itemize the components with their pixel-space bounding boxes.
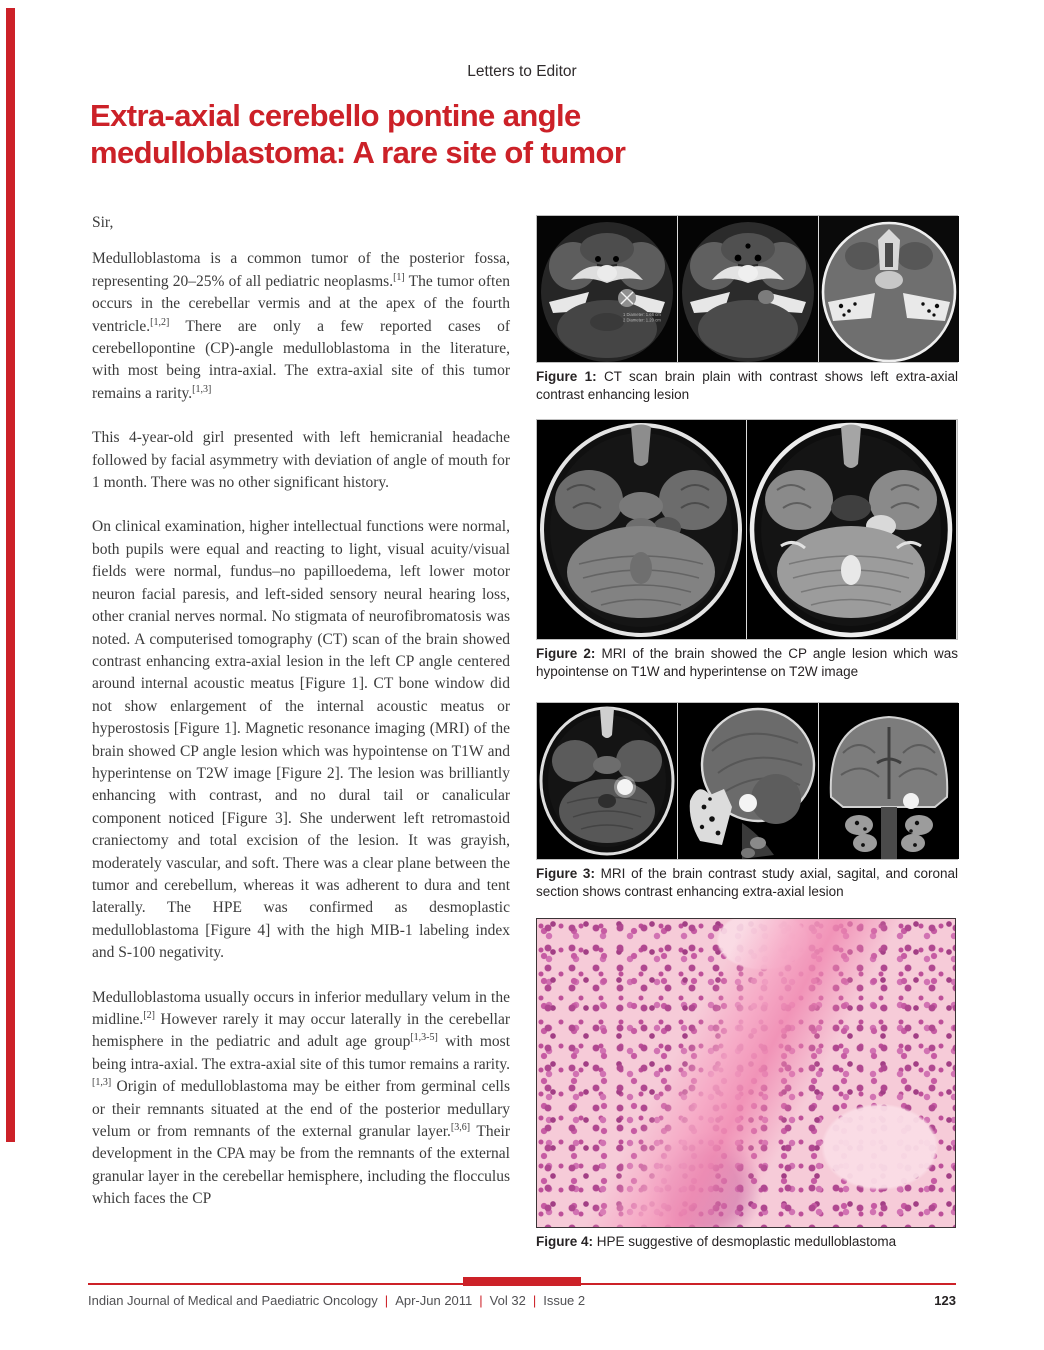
title-line-1: Extra-axial cerebello pontine angle (90, 98, 581, 133)
article-title (90, 97, 930, 171)
figure-4-image (536, 918, 956, 1228)
svg-text:2 Diameter: 1.20 cm: 2 Diameter: 1.20 cm (623, 317, 661, 323)
figure-4-caption (536, 1233, 958, 1251)
mri-contrast-sagittal-panel (678, 703, 818, 859)
mri-contrast-coronal-panel (819, 703, 959, 859)
page-number: 123 (934, 1293, 956, 1308)
ct-axial-contrast-panel (537, 216, 677, 362)
footer-separator: | (479, 1293, 483, 1308)
figure-3-label: Figure 3: (536, 866, 595, 881)
section-header: Letters to Editor (467, 63, 577, 80)
figure-3 (536, 702, 958, 901)
paragraph-4: Medulloblastoma usually occurs in inferior medullary velum in the midline.[2] However rarely it may occur laterally in the cerebellar hemisphere in the pediatric and adult age group[1,3-5] with most being intra-axial. The extra-axial site of this tumor remains a rarity.[1,3] Origin of medulloblastoma may be either from germinal cells or their remnants situated at the end of the posterior medullary velum or from remnants of the external granular layer.[3,6] Their development in the CPA may be from the remnants of the external granular layer in the cerebellar hemisphere, including the flocculus which faces the CP (92, 988, 511, 1208)
ct-bone-window-panel (819, 216, 959, 362)
paragraph-2: This 4-year-old girl presented with left hemicranial headache followed by facial asymmetry with deviation of angle of mouth for 1 month. There was no other significant history. (92, 429, 510, 492)
figure-2 (536, 419, 958, 681)
figure-4 (536, 918, 958, 1251)
article-body (92, 212, 510, 1233)
figure-4-label: Figure 4: (536, 1234, 594, 1249)
mri-t2-axial-panel (747, 420, 956, 639)
figure-3-caption-text: MRI of the brain contrast study axial, sagital, and coronal section shows contrast enhancing extra-axial lesion (536, 866, 958, 899)
footer (88, 1293, 956, 1308)
figure-4-caption-text: HPE suggestive of desmoplastic medulloblastoma (596, 1234, 897, 1249)
title-line-2: medulloblastoma: A rare site of tumor (90, 135, 626, 170)
issue-date: Apr-Jun 2011 (395, 1293, 473, 1308)
footer-rule (88, 1277, 956, 1286)
mri-t1-axial-panel (537, 420, 746, 639)
ct-axial-plain-panel (678, 216, 818, 362)
left-accent-bar (6, 8, 15, 1142)
figures-column (536, 215, 958, 1251)
salutation: Sir, (92, 214, 114, 231)
paragraph-3: On clinical examination, higher intellectual functions were normal, both pupils were equal and reacting to light, visual acuity/visual fields were normal, fundus–no papilloedema, left lower motor neuron facial paresis, and left-sided sensory neural hearing loss, other cranial nerves normal. No stigmata of neurofibromatosis was noted. A computerised tomography (CT) scan of the brain showed contrast enhancing extra-axial lesion in the left CP angle centered around internal acoustic meatus [Figure 1]. CT bone window did not show enlargement of the internal acoustic meatus or hyperostosis [Figure 1]. Magnetic resonance imaging (MRI) of the brain showed CP angle lesion which was hypointense on T1W and hyperintense on T2W image [Figure 2]. The lesion was brilliantly enhancing with contrast, and no dural tail or canalicular component noticed [Figure 3]. She underwent left retromastoid craniectomy and total excision of the lesion. It was grayish, moderately vascular, and soft. There was a clear plane between the tumor and cerebellum, whereas it was adherent to dura and tent laterally. The HPE was confirmed as desmoplastic medulloblastoma [Figure 4] with the high MIB-1 labeling index and S-100 negativity. (92, 518, 510, 962)
figure-3-caption (536, 865, 958, 901)
figure-1 (536, 215, 958, 404)
figure-2-image (536, 419, 958, 640)
mri-contrast-axial-panel (537, 703, 677, 859)
footer-separator: | (384, 1293, 389, 1308)
figure-2-caption (536, 645, 958, 681)
figure-1-label: Figure 1: (536, 369, 597, 384)
footer-separator: | (532, 1293, 537, 1308)
issue-number: Issue 2 (543, 1293, 586, 1308)
figure-2-caption-text: MRI of the brain showed the CP angle lesion which was hypointense on T1W and hyperintense on T2W image (536, 646, 958, 679)
svg-text:1 Diameter: 1.66 cm: 1 Diameter: 1.66 cm (623, 312, 661, 317)
figure-2-label: Figure 2: (536, 646, 596, 661)
figure-1-caption (536, 368, 958, 404)
journal-name: Indian Journal of Medical and Paediatric Oncology (88, 1293, 378, 1308)
footer-rule-thick-segment (463, 1277, 581, 1286)
paragraph-1: Medulloblastoma is a common tumor of the posterior fossa, representing 20–25% of all pediatric neoplasms.[1] The tumor often occurs in the cerebellar vermis and at the apex of the fourth ventricle.[1,2] There are only a few reported cases of cerebellopontine (CP)-angle medulloblastoma in the literature, with most being intra-axial. The extra-axial site of this tumor remains a rarity.[1,3] (92, 250, 510, 402)
figure-3-image (536, 702, 958, 860)
volume: Vol 32 (489, 1293, 526, 1308)
figure-1-image (536, 215, 958, 363)
figure-1-caption-text: CT scan brain plain with contrast shows left extra-axial contrast enhancing lesion (536, 369, 958, 402)
